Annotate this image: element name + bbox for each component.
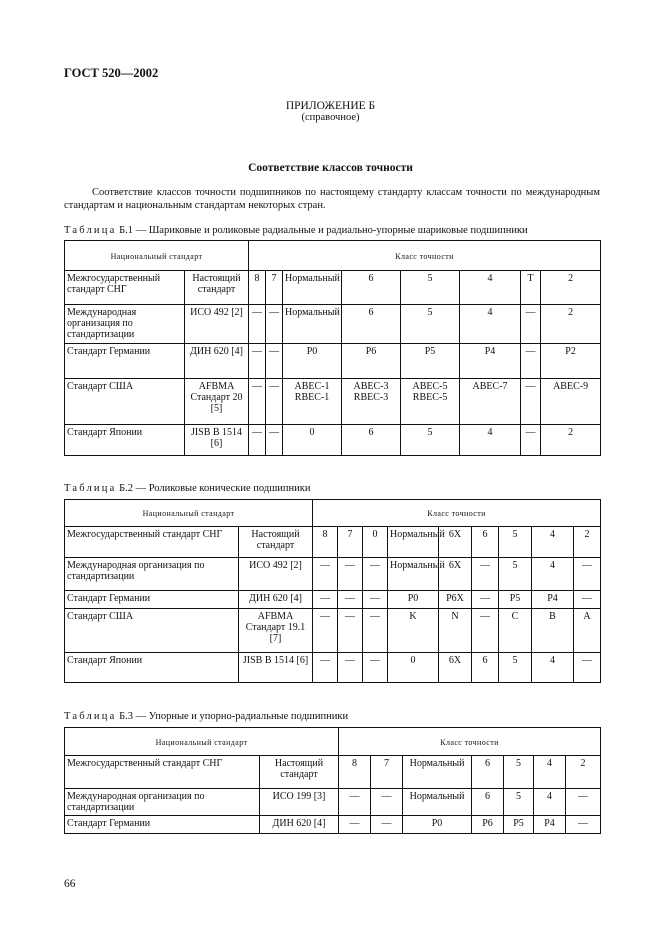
- table1-class-cell: ABEC-1 RBEC-1: [283, 379, 342, 425]
- table2-class-cell: —: [338, 609, 363, 653]
- table1-class-cell: —: [521, 305, 541, 344]
- appendix-heading: [0, 100, 661, 124]
- table2-class-cell: —: [574, 558, 601, 591]
- table1-row: [65, 425, 601, 456]
- table2-label: Таблица: [64, 483, 117, 494]
- table2-class-cell: 6X: [439, 558, 472, 591]
- table1-class-cell: 4: [460, 271, 521, 305]
- table1-class-cell: —: [266, 425, 283, 456]
- table1-row: [65, 271, 601, 305]
- table3-class-cell: 7: [371, 756, 403, 789]
- table2-standard-ref-cell: ДИН 620 [4]: [239, 591, 313, 609]
- table2-class-cell: B: [532, 609, 574, 653]
- table2-standard-name-cell: Стандарт Японии: [65, 653, 239, 683]
- table1-class-cell: ABEC-7: [460, 379, 521, 425]
- table1-class-cell: Т: [521, 271, 541, 305]
- table3-class-cell: Р0: [403, 816, 472, 834]
- table1-standard-ref-cell: Настоящий стандарт: [185, 271, 249, 305]
- table2-standard-ref-cell: JISB B 1514 [6]: [239, 653, 313, 683]
- table2-class-cell: 2: [574, 527, 601, 558]
- table3-row: [65, 756, 601, 789]
- table2-class-cell: —: [574, 591, 601, 609]
- table3-caption: [64, 711, 348, 722]
- table1-class-cell: —: [521, 425, 541, 456]
- table1: [64, 240, 601, 456]
- table1-class-cell: 2: [541, 271, 601, 305]
- table2-standard-name-cell: Международная организация по стандартизации: [65, 558, 239, 591]
- table1-standard-name-cell: Международная организация по стандартизации: [65, 305, 185, 344]
- table2-class-cell: —: [574, 653, 601, 683]
- table1-class-cell: —: [249, 344, 266, 379]
- table1-class-cell: —: [266, 379, 283, 425]
- table2-class-cell: C: [499, 609, 532, 653]
- table3-class-cell: 2: [566, 756, 601, 789]
- table3-class-cell: Нормальный: [403, 789, 472, 816]
- table2-class-cell: —: [313, 591, 338, 609]
- table3-standard-ref-cell: ДИН 620 [4]: [260, 816, 339, 834]
- table1-class-cell: —: [249, 379, 266, 425]
- table3-class-cell: Р6: [472, 816, 504, 834]
- table2-class-cell: Р4: [532, 591, 574, 609]
- table2-standard-name-cell: Межгосударственный стандарт СНГ: [65, 527, 239, 558]
- table1-row: [65, 379, 601, 425]
- table2-standard-ref-cell: AFBMA Стандарт 19.1 [7]: [239, 609, 313, 653]
- table2-class-cell: —: [363, 558, 388, 591]
- table1-national-header: Национальный стандарт: [65, 241, 249, 271]
- table2-class-cell: N: [439, 609, 472, 653]
- table1-class-cell: —: [249, 305, 266, 344]
- table3-class-cell: 6: [472, 789, 504, 816]
- table2-accuracy-header: Класс точности: [313, 500, 601, 527]
- table1-class-cell: 6: [342, 271, 401, 305]
- table2-class-cell: —: [338, 558, 363, 591]
- document-header: ГОСТ 520—2002: [64, 66, 159, 80]
- table2-class-cell: 8: [313, 527, 338, 558]
- table2-national-header: Национальный стандарт: [65, 500, 313, 527]
- table1-class-cell: 2: [541, 425, 601, 456]
- table2-class-cell: Р5: [499, 591, 532, 609]
- table2-class-cell: 6X: [439, 527, 472, 558]
- table1-caption-text: Б.1 — Шариковые и роликовые радиальные и радиально-упорные шариковые подшипники: [119, 225, 528, 236]
- table1-class-cell: Р4: [460, 344, 521, 379]
- table1-class-cell: Р6: [342, 344, 401, 379]
- table3-label: Таблица: [64, 711, 117, 722]
- table1-class-cell: —: [521, 344, 541, 379]
- table1-class-cell: 8: [249, 271, 266, 305]
- table2-class-cell: —: [313, 558, 338, 591]
- page-number: 66: [64, 878, 76, 890]
- table3-standard-name-cell: Стандарт Германии: [65, 816, 260, 834]
- table1-class-cell: 2: [541, 305, 601, 344]
- table1-class-cell: Р0: [283, 344, 342, 379]
- table1-standard-ref-cell: JISB B 1514 [6]: [185, 425, 249, 456]
- table1-caption: [64, 225, 528, 236]
- table1-class-cell: 5: [401, 271, 460, 305]
- table2-class-cell: 6X: [439, 653, 472, 683]
- appendix-title: ПРИЛОЖЕНИЕ Б: [285, 100, 376, 112]
- table2-class-cell: 6: [472, 653, 499, 683]
- table1-label: Таблица: [64, 225, 117, 236]
- table2-row: [65, 558, 601, 591]
- table3-class-cell: Р4: [534, 816, 566, 834]
- table3-class-cell: 4: [534, 756, 566, 789]
- table2-standard-name-cell: Стандарт Германии: [65, 591, 239, 609]
- table3-class-cell: 6: [472, 756, 504, 789]
- table3-class-cell: —: [371, 789, 403, 816]
- table1-standard-name-cell: Стандарт Германии: [65, 344, 185, 379]
- table1-class-cell: 6: [342, 425, 401, 456]
- table3-class-cell: 4: [534, 789, 566, 816]
- table1-class-cell: 5: [401, 425, 460, 456]
- intro-paragraph: Соответствие классов точности подшипников по настоящему стандарту классам точности по международным стандартам и национальным стандартам некоторых стран.: [64, 187, 600, 211]
- table2-standard-name-cell: Стандарт США: [65, 609, 239, 653]
- table1-row: [65, 305, 601, 344]
- table3-class-cell: Нормальный: [403, 756, 472, 789]
- table1-class-cell: 6: [342, 305, 401, 344]
- table1-class-cell: Нормальный: [283, 305, 342, 344]
- table3-standard-ref-cell: Настоящий стандарт: [260, 756, 339, 789]
- table1-accuracy-header: Класс точности: [249, 241, 601, 271]
- table3-class-cell: —: [339, 816, 371, 834]
- section-title: Соответствие классов точности: [248, 162, 413, 174]
- table1-class-cell: Р2: [541, 344, 601, 379]
- table2-class-cell: —: [338, 653, 363, 683]
- table1-class-cell: 4: [460, 305, 521, 344]
- table3-class-cell: 5: [504, 756, 534, 789]
- table2-class-cell: —: [472, 609, 499, 653]
- table2-caption-text: Б.2 — Роликовые конические подшипники: [119, 483, 311, 494]
- table3-standard-name-cell: Международная организация по стандартизации: [65, 789, 260, 816]
- table2-class-cell: —: [472, 591, 499, 609]
- table2-class-cell: —: [338, 591, 363, 609]
- table3-class-cell: 8: [339, 756, 371, 789]
- table2-class-cell: Нормальный: [388, 558, 439, 591]
- table1-standard-name-cell: Стандарт США: [65, 379, 185, 425]
- table2-standard-ref-cell: ИСО 492 [2]: [239, 558, 313, 591]
- table2: [64, 499, 601, 683]
- table3-header-row: [65, 728, 601, 756]
- table2-class-cell: 0: [363, 527, 388, 558]
- table1-row: [65, 344, 601, 379]
- table2-class-cell: A: [574, 609, 601, 653]
- table1-class-cell: 5: [401, 305, 460, 344]
- table2-class-cell: —: [472, 558, 499, 591]
- table3-class-cell: Р5: [504, 816, 534, 834]
- table2-class-cell: 6: [472, 527, 499, 558]
- table2-class-cell: —: [363, 591, 388, 609]
- table1-standard-ref-cell: ИСО 492 [2]: [185, 305, 249, 344]
- table1-standard-ref-cell: AFBMA Стандарт 20 [5]: [185, 379, 249, 425]
- table1-class-cell: —: [266, 305, 283, 344]
- table2-class-cell: Нормальный: [388, 527, 439, 558]
- table1-class-cell: —: [266, 344, 283, 379]
- table2-class-cell: 7: [338, 527, 363, 558]
- table3-class-cell: —: [371, 816, 403, 834]
- table3-class-cell: —: [339, 789, 371, 816]
- table2-row: [65, 527, 601, 558]
- table3-class-cell: —: [566, 816, 601, 834]
- table2-class-cell: 4: [532, 527, 574, 558]
- table3-class-cell: —: [566, 789, 601, 816]
- table1-class-cell: ABEC-3 RBEC-3: [342, 379, 401, 425]
- table1-class-cell: 0: [283, 425, 342, 456]
- table2-class-cell: Р0: [388, 591, 439, 609]
- table3-national-header: Национальный стандарт: [65, 728, 339, 756]
- table2-class-cell: Р6X: [439, 591, 472, 609]
- table2-class-cell: K: [388, 609, 439, 653]
- table1-standard-name-cell: Стандарт Японии: [65, 425, 185, 456]
- table3-standard-name-cell: Межгосударственный стандарт СНГ: [65, 756, 260, 789]
- table2-row: [65, 591, 601, 609]
- table2-class-cell: 4: [532, 653, 574, 683]
- table2-header-row: [65, 500, 601, 527]
- table2-caption: [64, 483, 311, 494]
- table1-standard-ref-cell: ДИН 620 [4]: [185, 344, 249, 379]
- table1-class-cell: ABEC-9: [541, 379, 601, 425]
- table1-class-cell: ABEC-5 RBEC-5: [401, 379, 460, 425]
- table1-class-cell: 7: [266, 271, 283, 305]
- table3-class-cell: 5: [504, 789, 534, 816]
- table3-accuracy-header: Класс точности: [339, 728, 601, 756]
- table2-class-cell: 5: [499, 558, 532, 591]
- table2-class-cell: 4: [532, 558, 574, 591]
- table2-class-cell: —: [313, 609, 338, 653]
- table3-caption-text: Б.3 — Упорные и упорно-радиальные подшипники: [119, 711, 349, 722]
- table1-class-cell: Р5: [401, 344, 460, 379]
- table2-class-cell: —: [313, 653, 338, 683]
- table2-standard-ref-cell: Настоящий стандарт: [239, 527, 313, 558]
- table2-class-cell: 5: [499, 653, 532, 683]
- table2-row: [65, 653, 601, 683]
- table3: [64, 727, 601, 834]
- table1-class-cell: 4: [460, 425, 521, 456]
- table1-class-cell: —: [521, 379, 541, 425]
- table1-class-cell: —: [249, 425, 266, 456]
- table1-class-cell: Нормальный: [283, 271, 342, 305]
- table3-row: [65, 816, 601, 834]
- table2-class-cell: —: [363, 653, 388, 683]
- table1-header-row: [65, 241, 601, 271]
- table2-class-cell: 5: [499, 527, 532, 558]
- table3-standard-ref-cell: ИСО 199 [3]: [260, 789, 339, 816]
- table3-row: [65, 789, 601, 816]
- table2-class-cell: —: [363, 609, 388, 653]
- table2-class-cell: 0: [388, 653, 439, 683]
- table2-row: [65, 609, 601, 653]
- appendix-subtitle: (справочное): [301, 112, 360, 123]
- table1-standard-name-cell: Межгосударственный стандарт СНГ: [65, 271, 185, 305]
